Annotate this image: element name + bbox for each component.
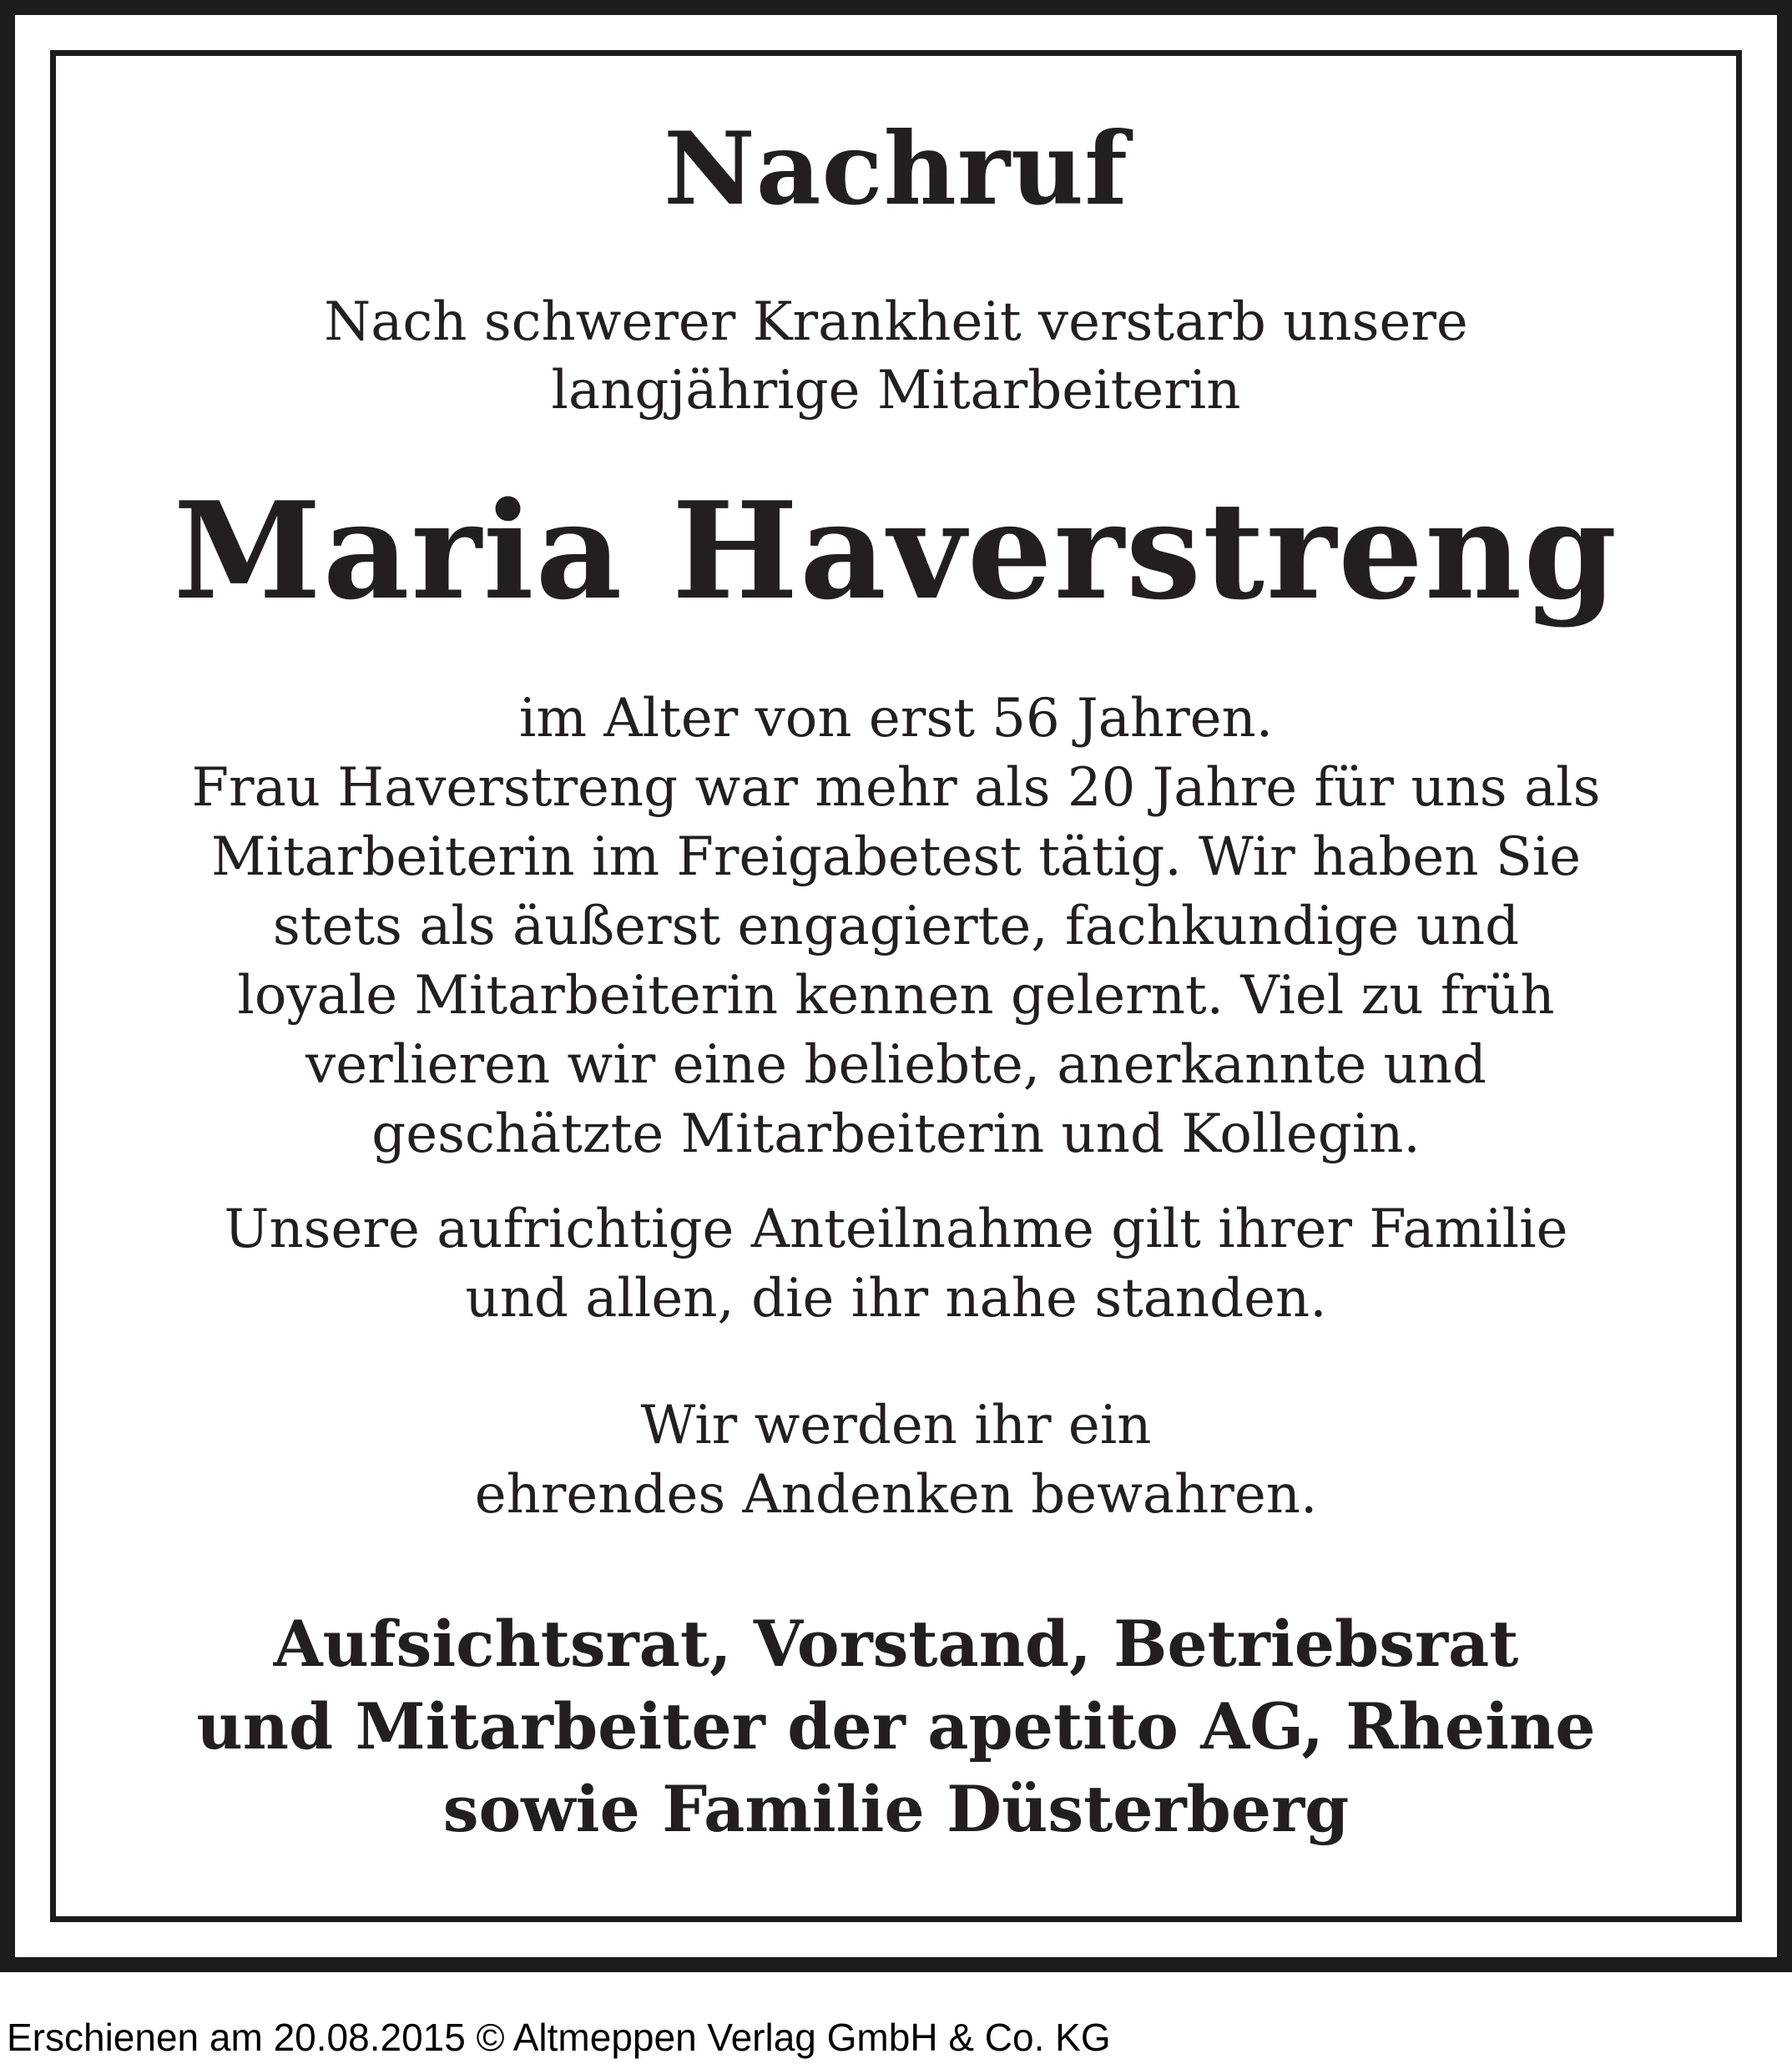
signature-line: sowie Familie Düsterberg xyxy=(442,1772,1350,1846)
notice-heading: Nachruf xyxy=(664,110,1128,228)
signature-line: Aufsichtsrat, Vorstand, Betriebsrat xyxy=(273,1607,1519,1681)
signature-block xyxy=(83,1602,1709,1850)
condolence-text xyxy=(83,1195,1709,1334)
condolence-line: und allen, die ihr nahe standen. xyxy=(465,1268,1327,1330)
intro-text xyxy=(83,288,1709,425)
signature-line: und Mitarbeiter der apetito AG, Rheine xyxy=(196,1689,1596,1764)
tribute-line: verlieren wir eine beliebte, anerkannte und xyxy=(305,1034,1487,1096)
deceased-name: Maria Haverstreng xyxy=(173,472,1619,629)
condolence-line: Unsere aufrichtige Anteilnahme gilt ihrer Familie xyxy=(224,1199,1568,1260)
tribute-text xyxy=(83,684,1709,1169)
tribute-line: loyale Mitarbeiterin kennen gelernt. Viel zu früh xyxy=(237,965,1555,1027)
tribute-line: Frau Haverstreng war mehr als 20 Jahre für uns als xyxy=(191,757,1601,819)
remembrance-text xyxy=(83,1391,1709,1530)
tribute-line: Mitarbeiterin im Freigabetest tätig. Wir haben Sie xyxy=(210,826,1582,888)
tribute-line: stets als äußerst engagierte, fachkundige und xyxy=(272,896,1520,957)
intro-line: Nach schwerer Krankheit verstarb unsere xyxy=(324,291,1468,353)
tribute-line: geschätzte Mitarbeiterin und Kollegin. xyxy=(371,1103,1421,1165)
remembrance-line: ehrendes Andenken bewahren. xyxy=(474,1464,1318,1526)
tribute-line: im Alter von erst 56 Jahren. xyxy=(518,688,1274,749)
publication-footer: Erschienen am 20.08.2015 © Altmeppen Verlag GmbH & Co. KG xyxy=(7,2016,1111,2059)
intro-line: langjährige Mitarbeiterin xyxy=(551,360,1241,421)
remembrance-line: Wir werden ihr ein xyxy=(640,1395,1152,1456)
